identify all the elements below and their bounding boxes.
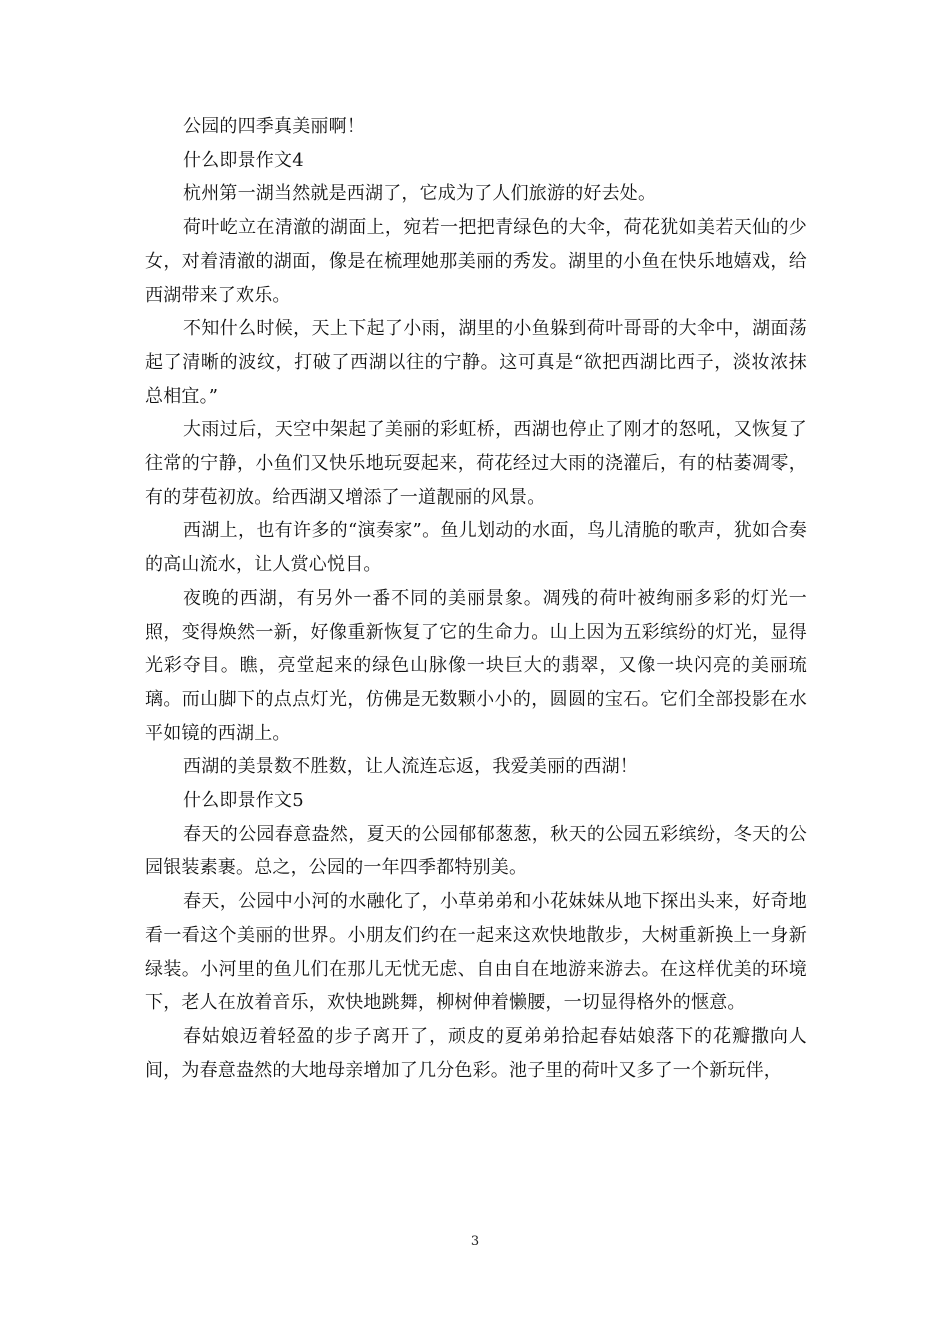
paragraph: 春天，公园中小河的水融化了，小草弟弟和小花妹妹从地下探出头来，好奇地看一看这个美丽的世界。小朋友们约在一起来这欢快地散步，大树重新换上一身新绿装。小河里的鱼儿们在那儿无忧无虑、自由自在地游来游去。在这样优美的环境下，老人在放着音乐，欢快地跳舞，柳树伸着懒腰，一切显得格外的惬意。 xyxy=(145,891,807,1014)
paragraph: 大雨过后，天空中架起了美丽的彩虹桥，西湖也停止了刚才的怒吼，又恢复了往常的宁静，小鱼们又快乐地玩耍起来，荷花经过大雨的浇灌后，有的枯萎凋零，有的芽苞初放。给西湖又增添了一道靓丽的风景。 xyxy=(145,419,807,508)
paragraph: 西湖上，也有许多的“演奏家”。鱼儿划动的水面，鸟儿清脆的歌声，犹如合奏的高山流水，让人赏心悦目。 xyxy=(145,520,807,576)
paragraph: 杭州第一湖当然就是西湖了，它成为了人们旅游的好去处。 xyxy=(183,183,657,205)
paragraph: 春姑娘迈着轻盈的步子离开了，顽皮的夏弟弟拾起春姑娘落下的花瓣撒向人间，为春意盎然的大地母亲增加了几分色彩。池子里的荷叶又多了一个新玩伴， xyxy=(145,1025,807,1081)
section-heading: 什么即景作文5 xyxy=(183,790,304,812)
document-body xyxy=(145,110,807,1087)
paragraph: 夜晚的西湖，有另外一番不同的美丽景象。凋残的荷叶被绚丽多彩的灯光一照，变得焕然一新，好像重新恢复了它的生命力。山上因为五彩缤纷的灯光，显得光彩夺目。瞧，亮堂起来的绿色山脉像一块巨大的翡翠，又像一块闪亮的美丽琉璃。而山脚下的点点灯光，仿佛是无数颗小小的，圆圆的宝石。它们全部投影在水平如镜的西湖上。 xyxy=(145,587,807,744)
paragraph: 春天的公园春意盎然，夏天的公园郁郁葱葱，秋天的公园五彩缤纷，冬天的公园银装素裹。总之，公园的一年四季都特别美。 xyxy=(145,823,807,879)
section-heading: 什么即景作文4 xyxy=(183,149,304,171)
paragraph: 荷叶屹立在清澈的湖面上，宛若一把把青绿色的大伞，荷花犹如美若天仙的少女，对着清澈的湖面，像是在梳理她那美丽的秀发。湖里的小鱼在快乐地嬉戏，给西湖带来了欢乐。 xyxy=(145,217,807,306)
page-number: 3 xyxy=(470,1234,480,1249)
paragraph: 公园的四季真美丽啊！ xyxy=(183,116,365,137)
paragraph: 西湖的美景数不胜数，让人流连忘返，我爱美丽的西湖！ xyxy=(183,756,638,778)
paragraph: 不知什么时候，天上下起了小雨，湖里的小鱼躲到荷叶哥哥的大伞中，湖面荡起了清晰的波纹，打破了西湖以往的宁静。这可真是“欲把西湖比西子，淡妆浓抹总相宜。” xyxy=(145,318,807,407)
